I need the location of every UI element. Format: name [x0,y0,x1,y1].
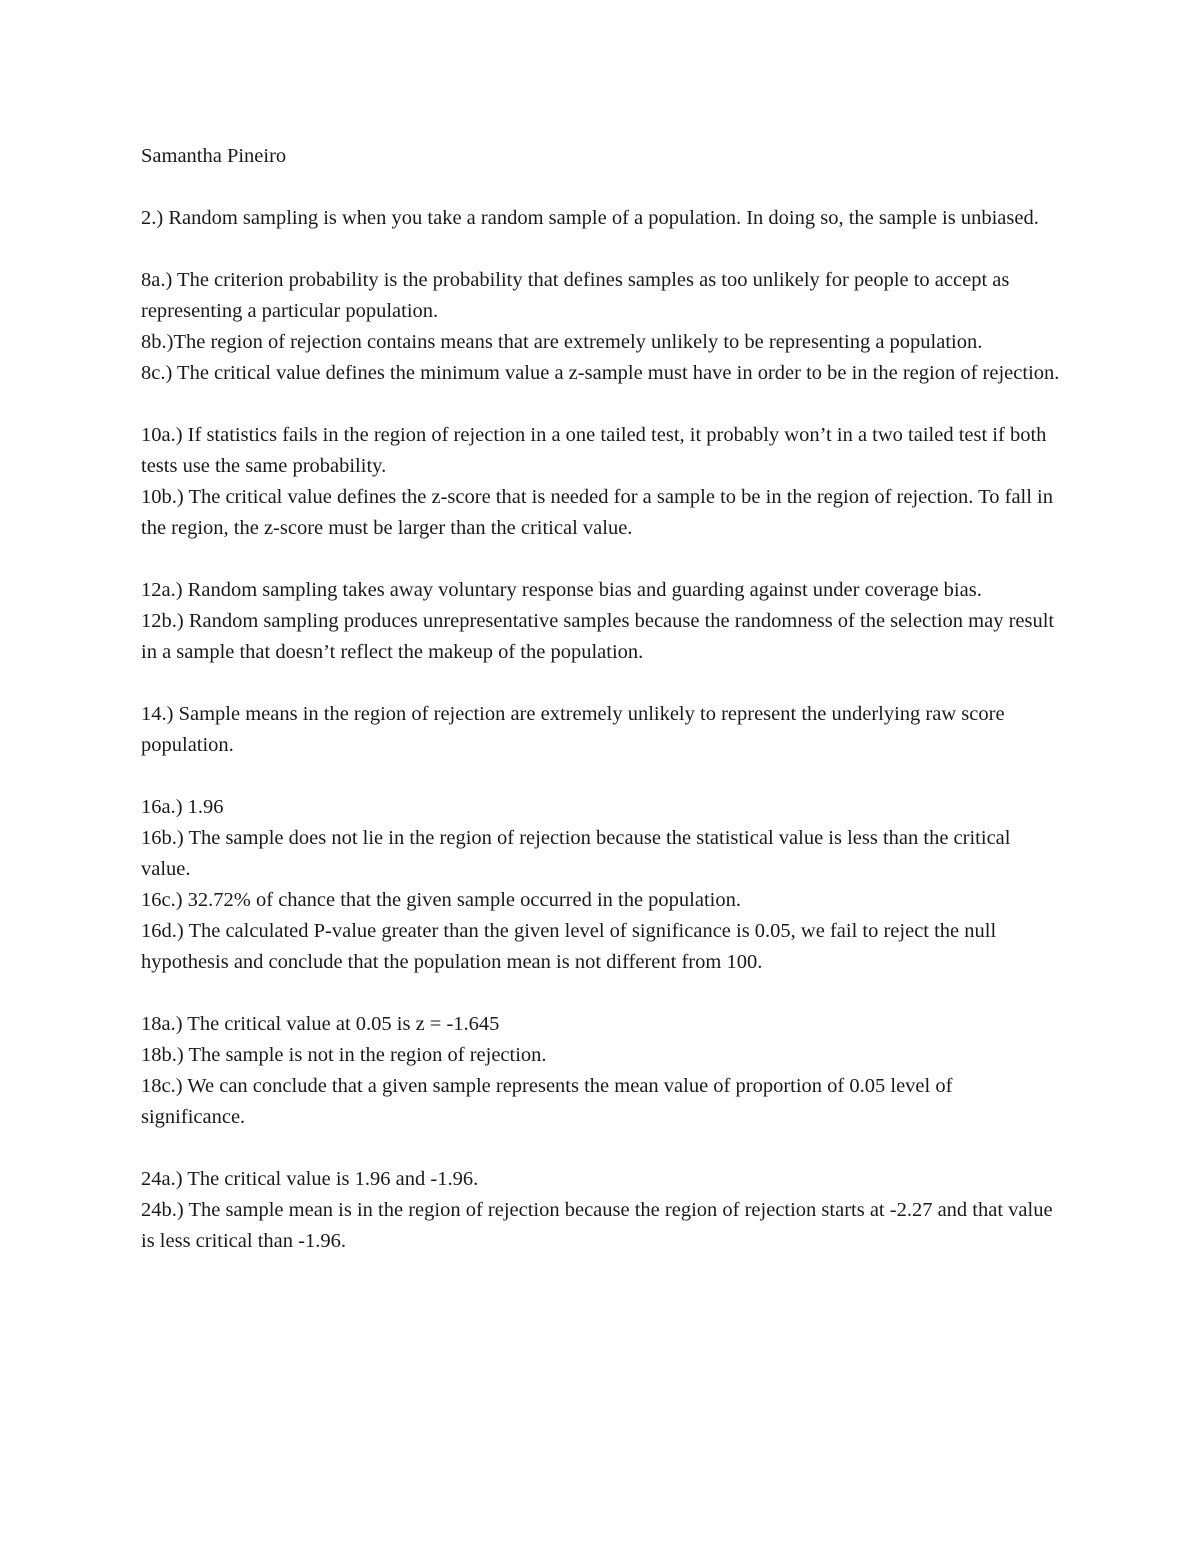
answer-group-14 [141,699,1061,761]
answer-group-18 [141,1009,1061,1133]
answer-16c: 16c.) 32.72% of chance that the given sample occurred in the population. [141,889,741,911]
answer-12a: 12a.) Random sampling takes away voluntary response bias and guarding against under coverage bias. [141,579,982,601]
answer-14: 14.) Sample means in the region of rejection are extremely unlikely to represent the underlying raw score population. [141,703,1005,756]
author-name: Samantha Pineiro [141,145,287,167]
answer-10b: 10b.) The critical value defines the z-score that is needed for a sample to be in the region of rejection. To fall in the region, the z-score must be larger than the critical value. [141,486,1053,539]
document-body [141,141,1061,1257]
answer-16b: 16b.) The sample does not lie in the region of rejection because the statistical value is less than the critical value. [141,827,1011,880]
answer-8a: 8a.) The criterion probability is the probability that defines samples as too unlikely for people to accept as representing a particular population. [141,269,1010,322]
answer-8b: 8b.)The region of rejection contains means that are extremely unlikely to be representing a population. [141,331,983,353]
answer-group-8 [141,265,1061,389]
answer-10a: 10a.) If statistics fails in the region of rejection in a one tailed test, it probably won’t in a two tailed test if both tests use the same probability. [141,424,1047,477]
answer-group-2 [141,203,1061,234]
answer-24b: 24b.) The sample mean is in the region of rejection because the region of rejection starts at -2.27 and that value is less critical than -1.96. [141,1199,1053,1252]
answer-group-12 [141,575,1061,668]
answer-24a: 24a.) The critical value is 1.96 and -1.96. [141,1168,479,1190]
answer-group-10 [141,420,1061,544]
answer-12b: 12b.) Random sampling produces unrepresentative samples because the randomness of the selection may result in a sample that doesn’t reflect the makeup of the population. [141,610,1055,663]
answer-18c: 18c.) We can conclude that a given sample represents the mean value of proportion of 0.05 level of significance. [141,1075,953,1128]
answer-group-24 [141,1164,1061,1257]
answer-18b: 18b.) The sample is not in the region of rejection. [141,1044,547,1066]
answer-18a: 18a.) The critical value at 0.05 is z = -1.645 [141,1013,500,1035]
answer-16a: 16a.) 1.96 [141,796,224,818]
answer-16d: 16d.) The calculated P-value greater than the given level of significance is 0.05, we fail to reject the null hypothesis and conclude that the population mean is not different from 100. [141,920,997,973]
answer-8c: 8c.) The critical value defines the minimum value a z-sample must have in order to be in the region of rejection. [141,362,1060,384]
answer-2: 2.) Random sampling is when you take a random sample of a population. In doing so, the sample is unbiased. [141,207,1039,229]
answer-group-16 [141,792,1061,978]
